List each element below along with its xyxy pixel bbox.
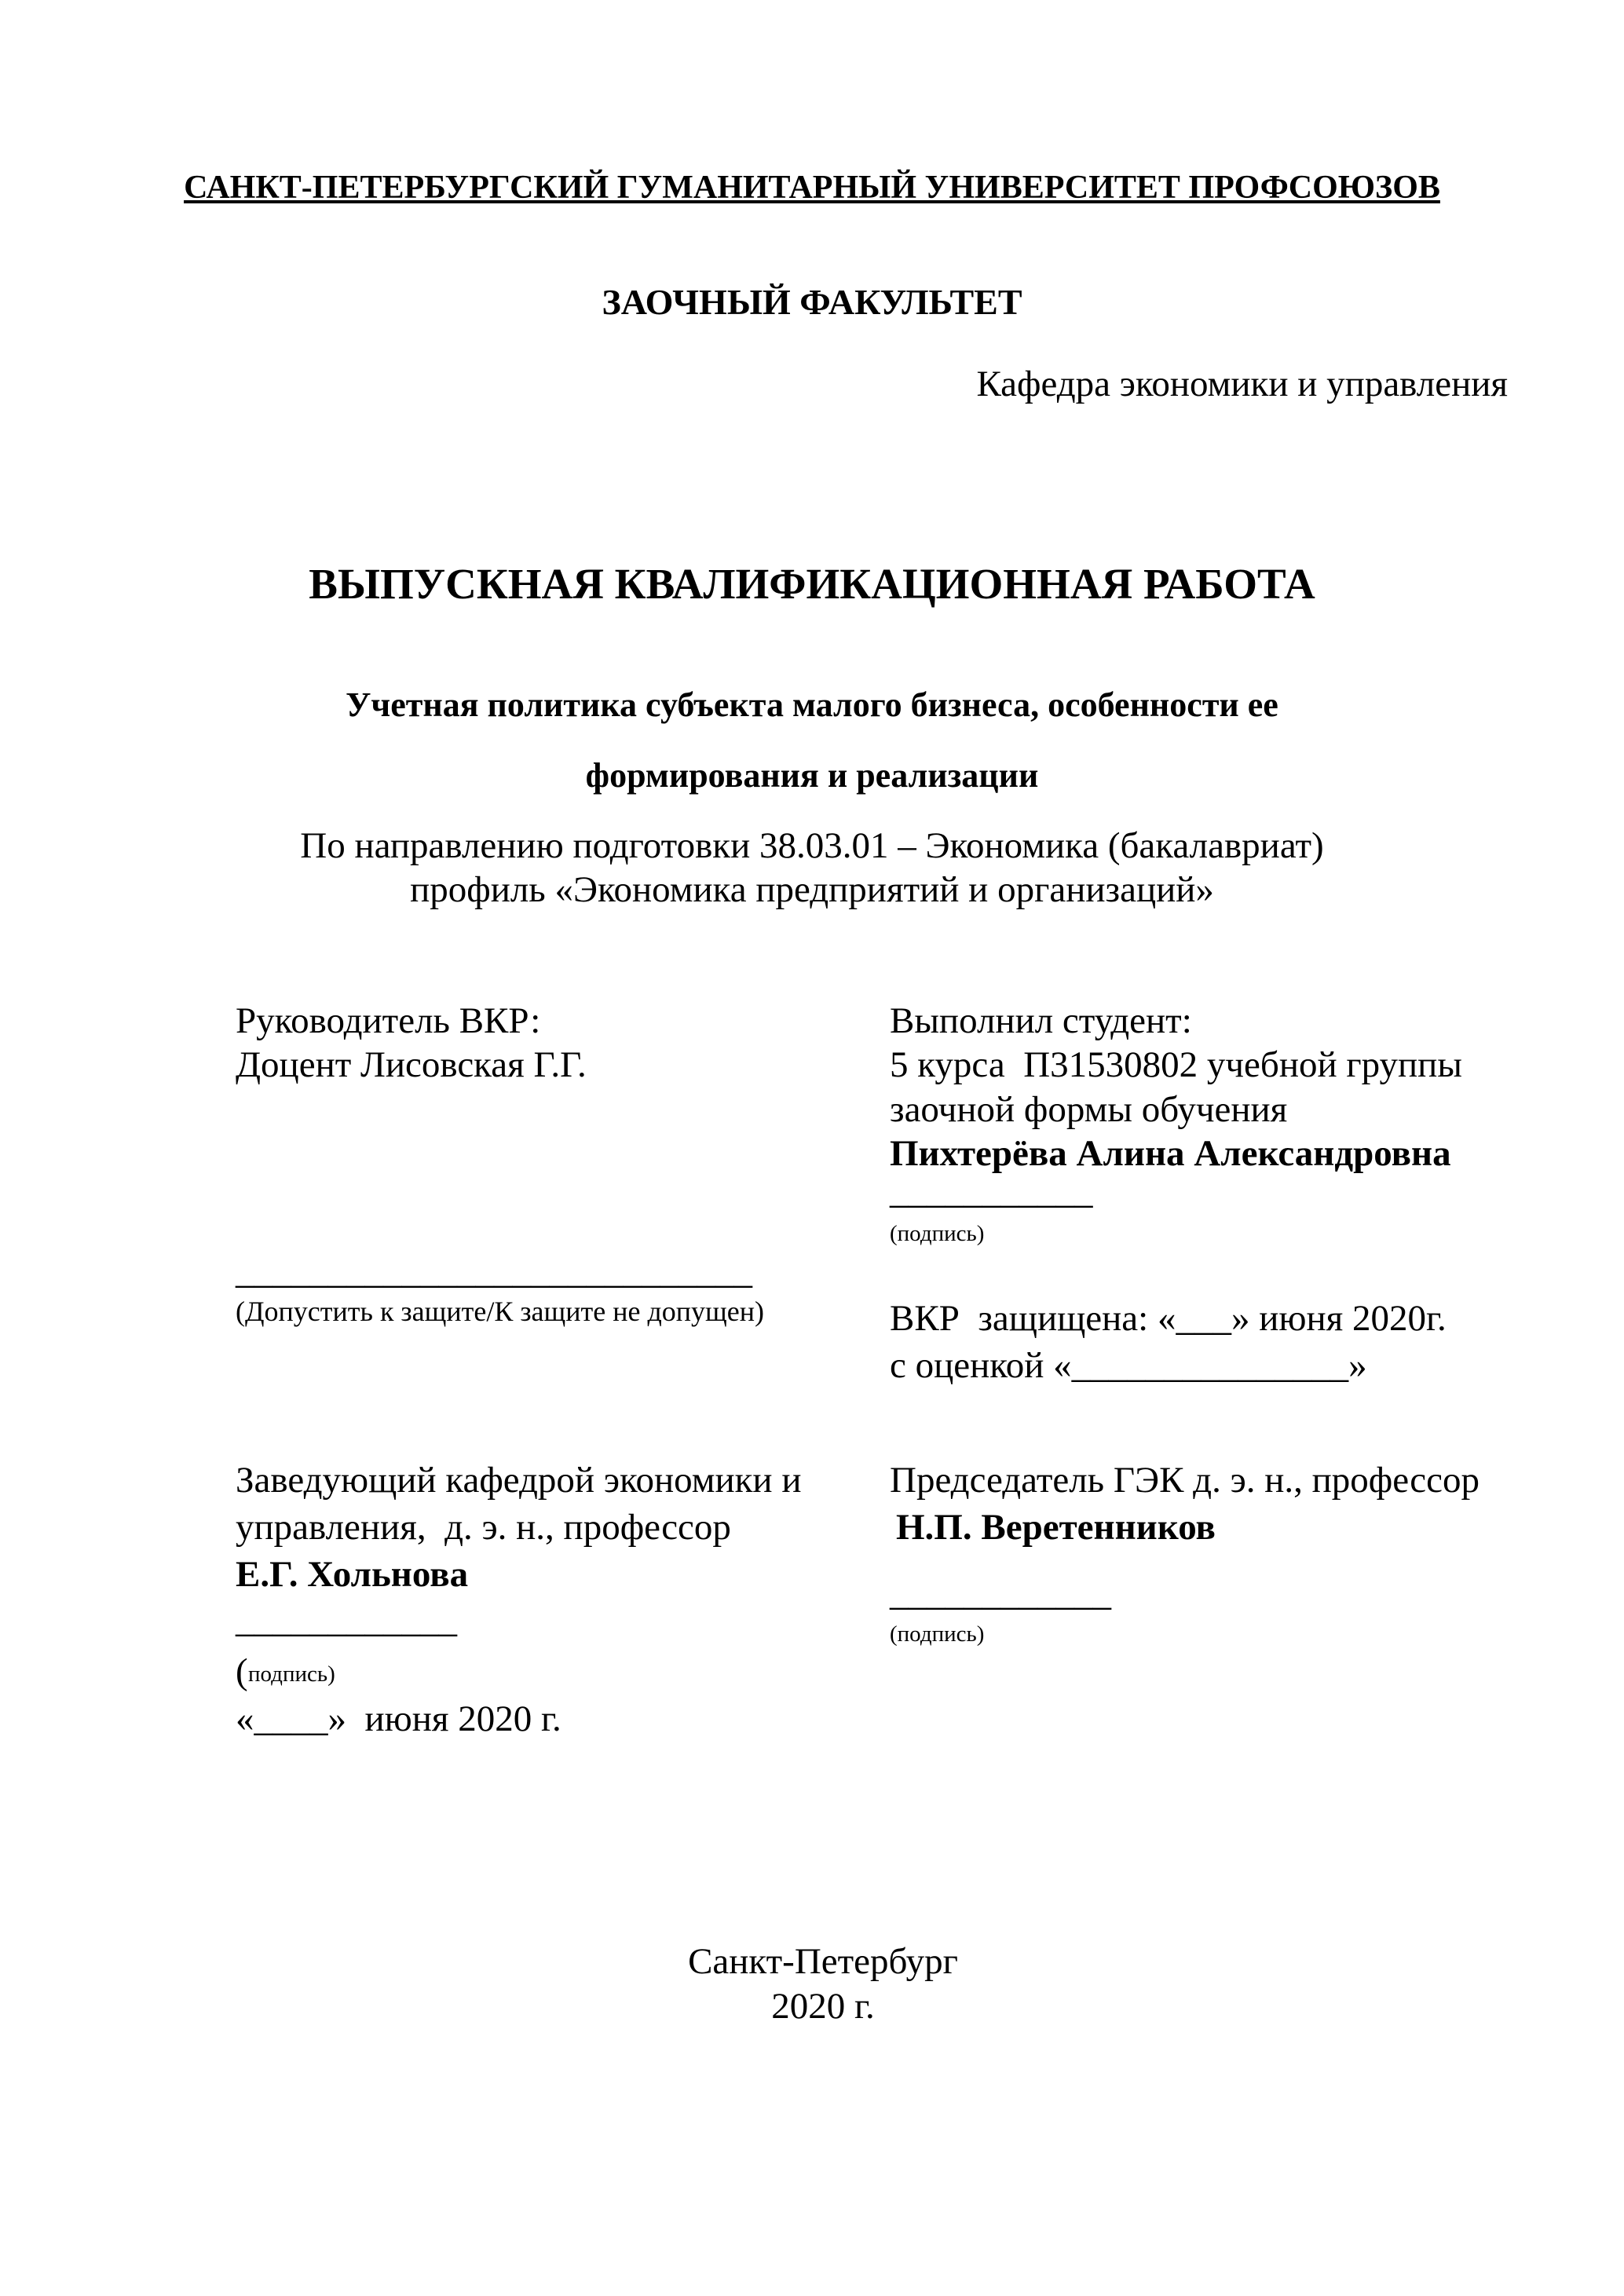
university-name: САНКТ-ПЕТЕРБУРГСКИЙ ГУМАНИТАРНЫЙ УНИВЕРСИТЕТ ПРОФСОЮЗОВ xyxy=(184,170,1440,206)
student-label: Выполнил студент: xyxy=(890,1000,1192,1041)
head-title-line-2: управления, д. э. н., профессор xyxy=(236,1507,731,1548)
head-title-line-1: Заведующий кафедрой экономики и xyxy=(236,1460,802,1501)
study-profile: профиль «Экономика предприятий и организаций» xyxy=(410,869,1214,910)
footer-city: Санкт-Петербург xyxy=(688,1941,958,1982)
student-name: Пихтерёва Алина Александровна xyxy=(890,1133,1451,1174)
supervisor-name: Доцент Лисовская Г.Г. xyxy=(236,1044,587,1085)
study-direction: По направлению подготовки 38.03.01 – Экономика (бакалавриат) xyxy=(300,825,1324,866)
head-date: «____» июня 2020 г. xyxy=(236,1698,561,1739)
topic-line-2: формирования и реализации xyxy=(585,756,1039,795)
admit-note: (Допустить к защите/К защите не допущен) xyxy=(236,1296,765,1327)
head-signature-paren: ( xyxy=(236,1651,248,1692)
defense-date: ВКР защищена: «___» июня 2020г. xyxy=(890,1298,1447,1339)
chair-name: Н.П. Веретенников xyxy=(896,1507,1216,1548)
supervisor-label: Руководитель ВКР: xyxy=(236,1000,541,1041)
student-signature-label: (подпись) xyxy=(890,1221,985,1246)
head-name: Е.Г. Хольнова xyxy=(236,1554,469,1595)
chair-signature-label: (подпись) xyxy=(890,1621,985,1647)
head-signature-label: подпись) xyxy=(248,1662,335,1687)
student-study-form: заочной формы обучения xyxy=(890,1089,1288,1130)
topic-line-1: Учетная политика субъекта малого бизнеса, особенности ее xyxy=(346,686,1278,724)
footer-year: 2020 г. xyxy=(771,1986,875,2027)
chair-title: Председатель ГЭК д. э. н., профессор xyxy=(890,1460,1480,1501)
chair-signature-line: ____________ xyxy=(890,1573,1111,1614)
admit-signature-line: ____________________________ xyxy=(236,1251,752,1292)
defense-grade: с оценкой «_______________» xyxy=(890,1345,1367,1386)
student-signature-line: ___________ xyxy=(890,1171,1093,1212)
student-course-group: 5 курса П31530802 учебной группы xyxy=(890,1044,1462,1085)
document-type: ВЫПУСКНАЯ КВАЛИФИКАЦИОННАЯ РАБОТА xyxy=(309,560,1315,608)
department-name: Кафедра экономики и управления xyxy=(976,364,1508,404)
head-signature-line: ____________ xyxy=(236,1600,457,1640)
faculty-name: ЗАОЧНЫЙ ФАКУЛЬТЕТ xyxy=(602,282,1022,322)
